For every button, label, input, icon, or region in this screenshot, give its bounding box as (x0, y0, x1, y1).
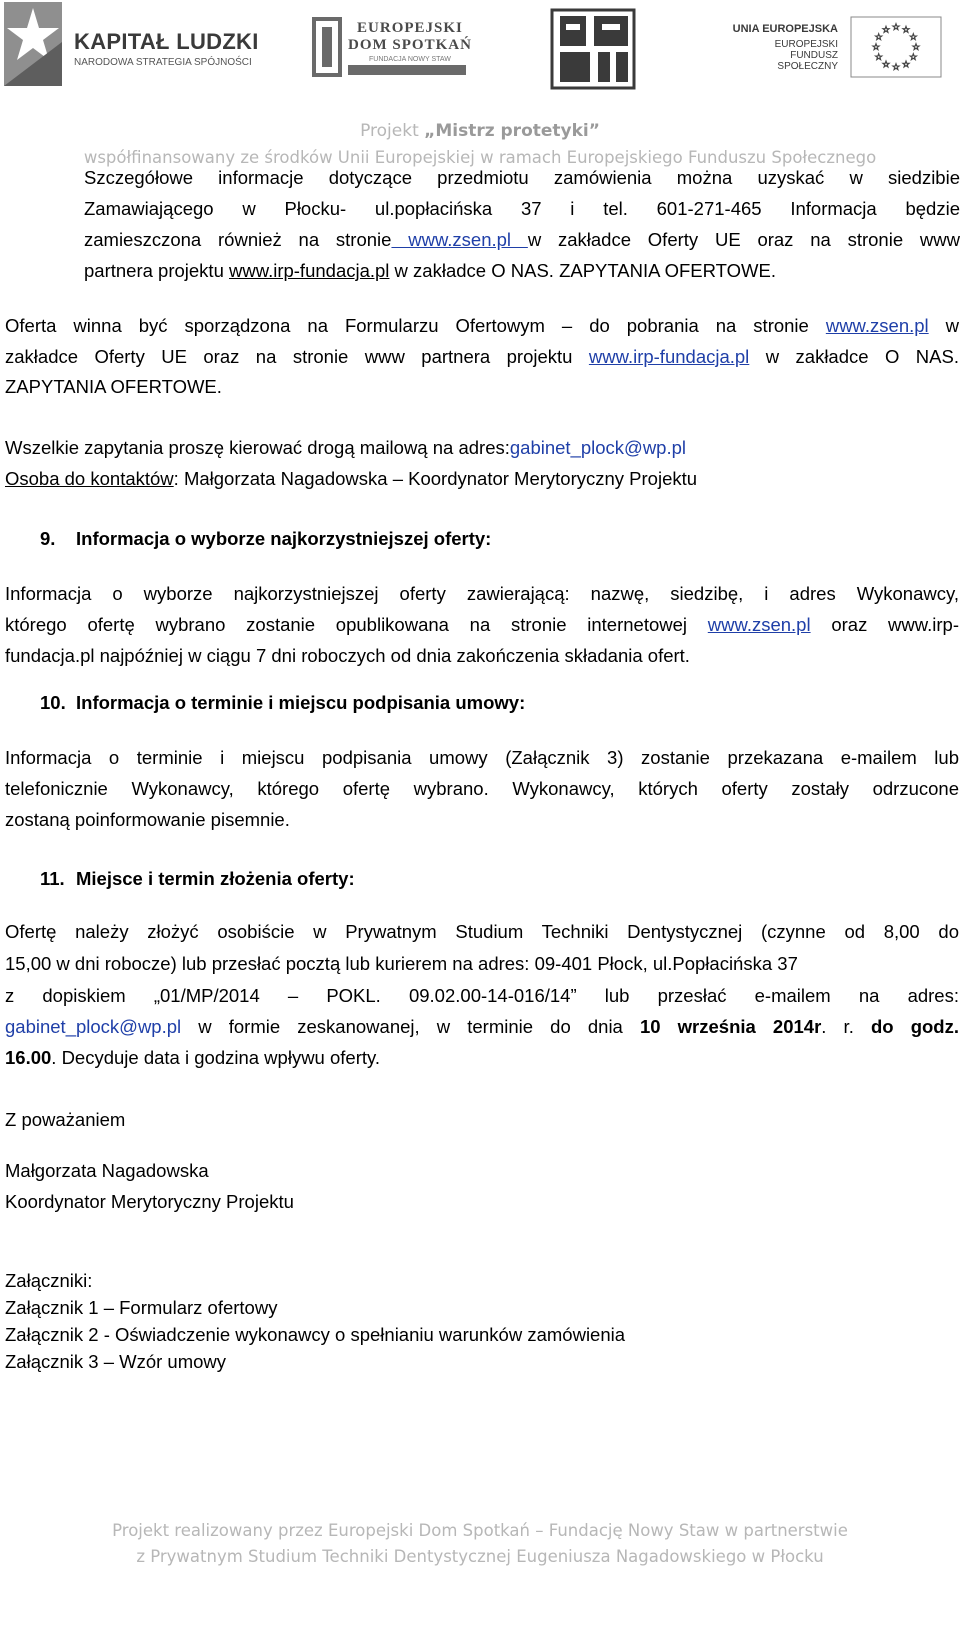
s9-line-3: fundacja.pl najpóźniej w ciągu 7 dni roboczych od dnia zakończenia składania ofert. (5, 645, 690, 666)
s11-line-4-text: w formie zeskanowanej, w terminie do dnia (181, 1016, 640, 1037)
section-10-title: Informacja o terminie i miejscu podpisania umowy: (76, 692, 526, 713)
s10-line-3: zostaną poinformowanie pisemnie. (5, 809, 290, 830)
edsp-logo (312, 12, 482, 82)
intro-line-4-rest: w zakładce O NAS. ZAPYTANIA OFERTOWE. (389, 260, 776, 281)
zsen-link[interactable]: www.zsen.pl (391, 229, 528, 250)
section-9-title: Informacja o wyborze najkorzystniejszej oferty: (76, 528, 492, 549)
s9-line-2-rest: oraz www.irp- (810, 614, 959, 635)
cofinance-header: współfinansowany ze środków Unii Europejskiej w ramach Europejskiego Funduszu Społecznego (83, 148, 877, 167)
intro-line-2: Zamawiającego w Płocku- ul.popłacińska 37 i tel. 601-271-465 Informacja będzie (84, 198, 960, 219)
contact-line-1 (5, 432, 959, 464)
s10-line-2: telefonicznie Wykonawcy, którego ofertę wybrano. Wykonawcy, których oferty zostały odrzucone (5, 778, 959, 799)
offer-line-3: ZAPYTANIA OFERTOWE. (5, 376, 222, 397)
project-header (0, 121, 960, 141)
ue-logo (728, 14, 956, 80)
section-9-heading (40, 528, 491, 550)
ue-line1: UNIA EUROPEJSKA (732, 22, 838, 35)
s11-line-5-rest: . Decyduje data i godzina wpływu oferty. (51, 1047, 381, 1068)
s11-line-5 (5, 1042, 959, 1074)
kapital-ludzki-subtitle: NARODOWA STRATEGIA SPÓJNOŚCI (74, 56, 252, 68)
kapital-ludzki-logo (4, 2, 274, 86)
s9-line-2-text: którego ofertę wybrano zostanie opublikowana na stronie internetowej (5, 614, 708, 635)
s11-line-1: Ofertę należy złożyć osobiście w Prywatnym Studium Techniki Dentystycznej (czynne od 8,00 do (5, 921, 959, 942)
intro-line-4-text: partnera projektu (84, 260, 230, 281)
s11-line-4-mid: . r. (821, 1016, 871, 1037)
ue-line2: EUROPEJSKI (774, 38, 838, 50)
s9-line-2 (5, 609, 959, 641)
eu-flag-icon (850, 16, 942, 78)
edsp-line2: DOM SPOTKAŃ (348, 36, 472, 53)
offer-line-1-rest: w (928, 315, 960, 336)
offer-line-1-text: Oferta winna być sporządzona na Formularzu Ofertowym – do pobrania na stronie (5, 315, 826, 336)
s9-line-1: Informacja o wyborze najkorzystniejszej oferty zawierającą: nazwę, siedzibę, i adres Wykonawcy, (5, 583, 959, 604)
section-9-number: 9. (40, 528, 56, 549)
offer-zsen-link[interactable]: www.zsen.pl (825, 315, 929, 336)
section-11-heading (40, 868, 355, 890)
s11-deadline-label: do godz. (870, 1016, 959, 1037)
section-10-number: 10. (40, 692, 66, 713)
edsp-line1: EUROPEJSKI (357, 19, 463, 36)
section-11-number: 11. (40, 868, 65, 889)
attachments-label: Załączniki: (5, 1270, 93, 1291)
offer-irp-link[interactable]: www.irp-fundacja.pl (588, 346, 750, 367)
s11-line-2: 15,00 w dni robocze) lub przesłać pocztą lub kurierem na adres: 09-401 Płock, ul.Popłacińska 37 (5, 953, 798, 974)
intro-line-3 (84, 224, 960, 255)
s11-line-4 (5, 1011, 959, 1043)
s11-email[interactable]: gabinet_plock@wp.pl (5, 1016, 182, 1037)
s11-deadline-date: 10 września 2014r (639, 1016, 822, 1037)
s11-deadline-hour: 16.00 (5, 1047, 52, 1068)
closing-role: Koordynator Merytoryczny Projektu (5, 1191, 294, 1212)
closing-regards: Z poważaniem (5, 1109, 126, 1130)
attachment-3: Załącznik 3 – Wzór umowy (5, 1351, 227, 1372)
edsp-line3: FUNDACJA NOWY STAW (368, 55, 451, 63)
s9-zsen-link[interactable]: www.zsen.pl (707, 614, 811, 635)
closing-name: Małgorzata Nagadowska (5, 1160, 209, 1181)
s11-line-3: z dopiskiem „01/MP/2014 – POKL. 09.02.00-14-016/14” lub przesłać e-mailem na adres: (5, 985, 959, 1006)
footer-line-1: Projekt realizowany przez Europejski Dom Spotkań – Fundację Nowy Staw w partnerstwie (112, 1521, 848, 1540)
offer-line-2-rest: w zakładce O NAS. (749, 346, 959, 367)
intro-line-3-rest: w zakładce Oferty UE oraz na stronie www (527, 229, 960, 250)
school-emblem-icon (548, 6, 638, 92)
attachment-1: Załącznik 1 – Formularz ofertowy (5, 1297, 278, 1318)
project-name: „Mistrz protetyki” (424, 121, 600, 141)
intro-line-3-text: zamieszczona również na stronie (84, 229, 392, 250)
ue-line3: FUNDUSZ SPOŁECZNY (777, 49, 838, 72)
edsp-banner (348, 65, 466, 75)
school-logo (548, 6, 638, 92)
contact-person-label: Osoba do kontaktów (5, 468, 174, 489)
offer-line-2 (5, 341, 959, 373)
irp-fundacja-link[interactable]: www.irp-fundacja.pl (229, 260, 390, 281)
kapital-ludzki-emblem-icon (4, 2, 62, 86)
contact-line-2 (5, 463, 959, 495)
s10-line-1: Informacja o terminie i miejscu podpisania umowy (Załącznik 3) zostanie przekazana e-mailem lub (5, 747, 959, 768)
section-10-heading (40, 692, 525, 714)
offer-line-1 (5, 310, 959, 342)
contact-person: : Małgorzata Nagadowska – Koordynator Merytoryczny Projektu (173, 468, 698, 489)
kapital-ludzki-title: KAPITAŁ LUDZKI (74, 28, 259, 54)
intro-line-4 (84, 255, 960, 286)
logo-bar (0, 0, 960, 100)
project-prefix: Projekt (360, 121, 425, 141)
intro-line-1: Szczegółowe informacje dotyczące przedmiotu zamówienia można uzyskać w siedzibie (84, 167, 960, 188)
footer-line-2: z Prywatnym Studium Techniki Dentystycznej Eugeniusza Nagadowskiego w Płocku (136, 1547, 824, 1566)
attachment-2: Załącznik 2 - Oświadczenie wykonawcy o spełnianiu warunków zamówienia (5, 1324, 626, 1345)
edsp-emblem-icon (312, 17, 342, 77)
contact-email[interactable]: gabinet_plock@wp.pl (509, 437, 687, 458)
section-11-title: Miejsce i termin złożenia oferty: (76, 868, 355, 889)
contact-text: Wszelkie zapytania proszę kierować drogą mailową na adres: (5, 437, 510, 458)
offer-line-2-text: zakładce Oferty UE oraz na stronie www partnera projektu (5, 346, 589, 367)
